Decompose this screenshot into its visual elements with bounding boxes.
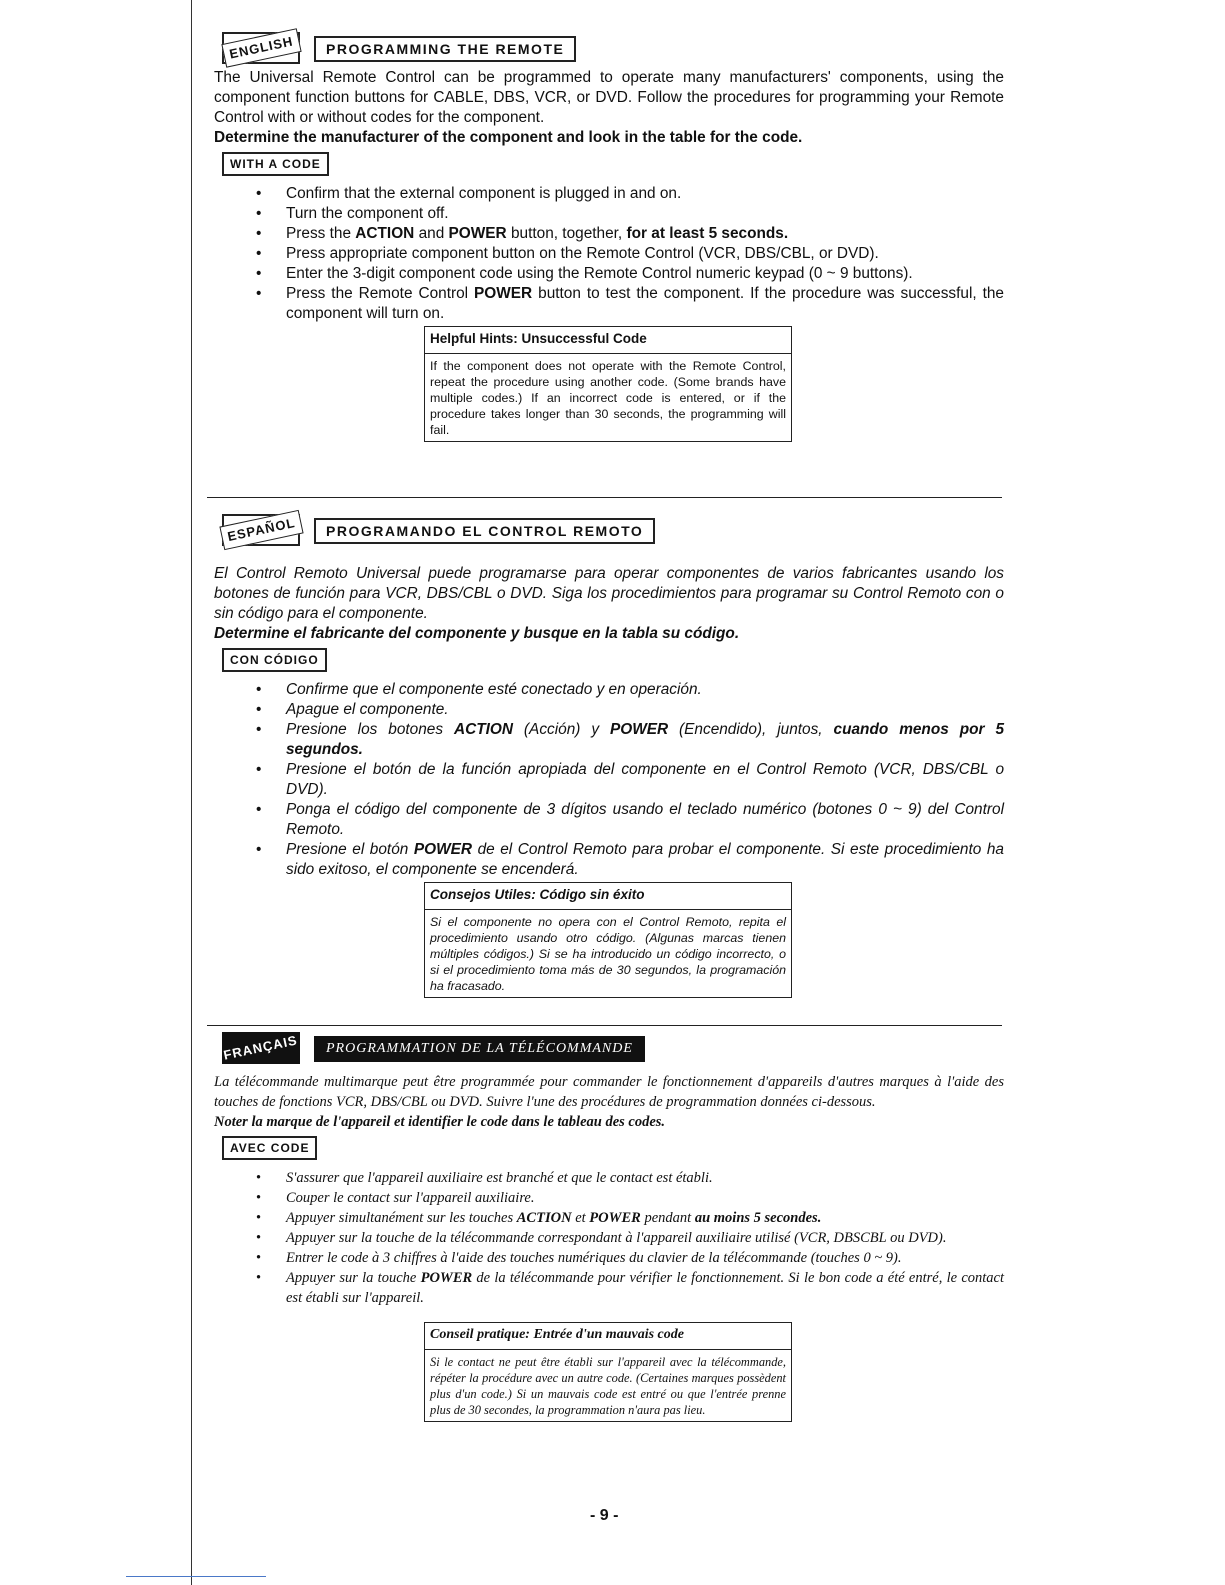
french-determine-instruction: Noter la marque de l'appareil et identifier le code dans le tableau des codes.	[214, 1114, 666, 1130]
french-intro: La télécommande multimarque peut être programmée pour commander le fonctionnement d'appareils d'autres marques à l'aide des touches de fonctions VCR, DBS/CBL ou DVD. Suivre l'une des procédures de programmation données ci-dessous.	[214, 1074, 1004, 1110]
spanish-intro: El Control Remoto Universal puede programarse para operar componentes de varios fabricantes usando los botones de función para VCR, DBS/CBL o DVD. Siga los procedimientos para programar su Control Remoto con o sin código para el componente.	[214, 565, 1004, 622]
english-determine-instruction: Determine the manufacturer of the component and look in the table for the code.	[214, 129, 803, 146]
list-item: • Appuyer sur la touche de la télécommande correspondant à l'appareil auxiliaire utilisé (VCR, DBSCBL ou DVD).	[286, 1228, 1004, 1248]
section-divider	[207, 1025, 1002, 1026]
english-section	[214, 30, 1004, 442]
french-hint-box	[424, 1322, 792, 1422]
list-item: • Confirme que el componente esté conectado y en operación.	[286, 680, 1004, 700]
french-language-tag: FRANÇAIS	[222, 1032, 300, 1063]
spanish-steps	[214, 680, 1004, 880]
list-item: • Appuyer sur la touche POWER de la télécommande pour vérifier le fonctionnement. Si le bon code a été entré, le contact est établi sur l'appareil.	[286, 1268, 1004, 1308]
french-hint-body: Si le contact ne peut être établi sur l'appareil avec la télécommande, répéter la procédure avec un autre code. (Certaines marques possèdent plus d'un code.) Si un mauvais code est entré ou que l'entrée prenne plus de 30 secondes, la programmation n'aura pas lieu.	[430, 1355, 786, 1417]
list-item: • Enter the 3-digit component code using the Remote Control numeric keypad (0 ~ 9 buttons).	[286, 264, 1004, 284]
english-steps	[214, 184, 1004, 324]
list-item: • Couper le contact sur l'appareil auxiliaire.	[286, 1188, 1004, 1208]
list-item: • Apague el componente.	[286, 700, 1004, 720]
list-item: • Presione el botón POWER de el Control Remoto para probar el componente. Si este procedimiento ha sido exitoso, el componente se encenderá.	[286, 840, 1004, 880]
french-header	[214, 1030, 1004, 1064]
section-divider	[207, 497, 1002, 498]
spanish-section	[214, 512, 1004, 998]
french-hint-title: Conseil pratique: Entrée d'un mauvais code	[425, 1323, 791, 1350]
list-item: • Entrer le code à 3 chiffres à l'aide des touches numériques du clavier de la télécommande (touches 0 ~ 9).	[286, 1248, 1004, 1268]
spanish-hint-box	[424, 882, 792, 998]
french-subheading: AVEC CODE	[222, 1136, 317, 1160]
english-subheading: WITH A CODE	[222, 152, 329, 176]
list-item: • Press the ACTION and POWER button, together, for at least 5 seconds.	[286, 224, 1004, 244]
page-number: - 9 -	[590, 1507, 619, 1524]
french-section	[214, 1030, 1004, 1422]
english-section-title: PROGRAMMING THE REMOTE	[314, 36, 576, 62]
list-item: • Presione los botones ACTION (Acción) y POWER (Encendido), juntos, cuando menos por 5 segundos.	[286, 720, 1004, 760]
footnote-separator	[126, 1576, 266, 1577]
spanish-language-tag: ESPAÑOL	[222, 514, 300, 546]
spanish-subheading: CON CÓDIGO	[222, 648, 327, 672]
spanish-section-title: PROGRAMANDO EL CONTROL REMOTO	[314, 518, 655, 544]
english-hint-body: If the component does not operate with the Remote Control, repeat the procedure using another code. (Some brands have multiple codes.) If an incorrect code is entered, or if the procedure takes longer than 30 seconds, the programming will fail.	[430, 359, 786, 437]
binding-line	[191, 0, 192, 1585]
list-item: • Press appropriate component button on the Remote Control (VCR, DBS/CBL, or DVD).	[286, 244, 1004, 264]
list-item: • Ponga el código del componente de 3 dígitos usando el teclado numérico (botones 0 ~ 9) del Control Remoto.	[286, 800, 1004, 840]
english-language-tag: ENGLISH	[222, 32, 300, 64]
list-item: • Presione el botón de la función apropiada del componente en el Control Remoto (VCR, DBS/CBL o DVD).	[286, 760, 1004, 800]
spanish-hint-body: Si el componente no opera con el Control Remoto, repita el procedimiento usando otro código. (Algunas marcas tienen múltiples códigos.) Si se ha introducido un código incorrecto, o si el procedimiento toma más de 30 segundos, la programación ha fracasado.	[430, 915, 786, 993]
spanish-hint-title: Consejos Utiles: Código sin éxito	[425, 883, 791, 910]
list-item: • Appuyer simultanément sur les touches ACTION et POWER pendant au moins 5 secondes.	[286, 1208, 1004, 1228]
list-item: • S'assurer que l'appareil auxiliaire est branché et que le contact est établi.	[286, 1168, 1004, 1188]
english-intro: The Universal Remote Control can be programmed to operate many manufacturers' components, using the component function buttons for CABLE, DBS, VCR, or DVD. Follow the procedures for programming your Remote Control with or without codes for the component.	[214, 69, 1004, 126]
english-header	[214, 30, 1004, 64]
list-item: • Turn the component off.	[286, 204, 1004, 224]
french-steps	[214, 1168, 1004, 1308]
spanish-header	[214, 512, 1004, 546]
french-section-title: PROGRAMMATION DE LA TÉLÉCOMMANDE	[314, 1036, 645, 1062]
english-hint-box	[424, 326, 792, 442]
list-item: • Confirm that the external component is plugged in and on.	[286, 184, 1004, 204]
spanish-determine-instruction: Determine el fabricante del componente y busque en la tabla su código.	[214, 625, 740, 642]
list-item: • Press the Remote Control POWER button to test the component. If the procedure was successful, the component will turn on.	[286, 284, 1004, 324]
english-hint-title: Helpful Hints: Unsuccessful Code	[425, 327, 791, 354]
